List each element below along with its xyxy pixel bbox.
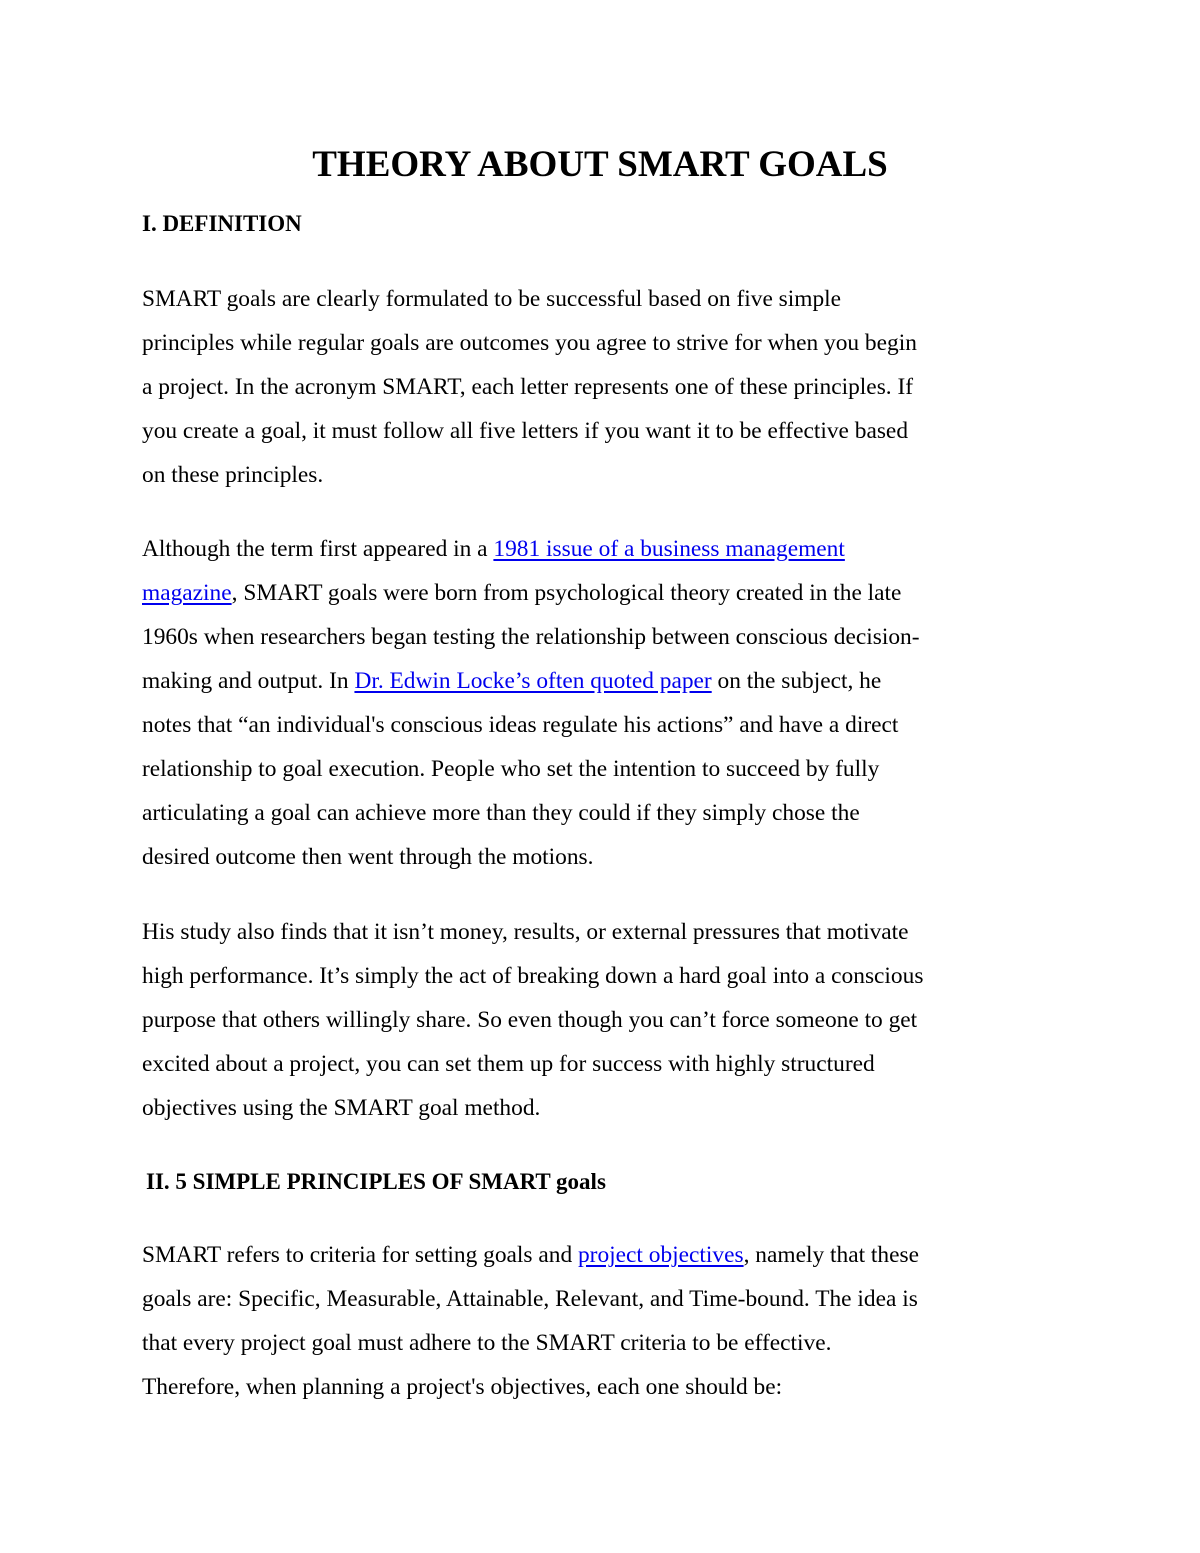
text-line: Therefore, when planning a project's objectives, each one should be: [142, 1374, 783, 1400]
text-line [142, 527, 1072, 571]
text-segment: , SMART goals were born from psychological theory created in the late [231, 580, 902, 606]
text-line: high performance. It’s simply the act of breaking down a hard goal into a conscious [142, 963, 924, 989]
link-business-magazine-continued[interactable]: magazine [142, 580, 232, 606]
section-heading-principles: II. 5 SIMPLE PRINCIPLES OF SMART goals [146, 1169, 606, 1194]
link-locke-paper[interactable]: Dr. Edwin Locke’s often quoted paper [354, 668, 712, 694]
text-line [142, 1233, 1072, 1277]
text-line: desired outcome then went through the motions. [142, 844, 594, 870]
text-line: purpose that others willingly share. So even though you can’t force someone to get [142, 1007, 918, 1033]
paragraph-origin [142, 527, 1072, 879]
text-line: you create a goal, it must follow all five letters if you want it to be effective based [142, 418, 909, 444]
text-segment: Although the term first appeared in a [142, 536, 494, 562]
text-line [142, 571, 1072, 615]
text-line: on these principles. [142, 462, 324, 488]
text-line: objectives using the SMART goal method. [142, 1095, 541, 1121]
text-line: goals are: Specific, Measurable, Attainable, Relevant, and Time-bound. The idea is [142, 1286, 918, 1312]
document-title: THEORY ABOUT SMART GOALS [312, 144, 888, 185]
link-project-objectives[interactable]: project objectives [577, 1242, 744, 1268]
text-line: articulating a goal can achieve more than they could if they simply chose the [142, 800, 860, 826]
text-line: relationship to goal execution. People who set the intention to succeed by fully [142, 756, 880, 782]
text-line: that every project goal must adhere to the SMART criteria to be effective. [142, 1330, 832, 1356]
text-line: excited about a project, you can set them up for success with highly structured [142, 1051, 875, 1077]
text-line: 1960s when researchers began testing the relationship between conscious decision- [142, 624, 920, 650]
paragraph-definition [142, 277, 1072, 497]
text-line [142, 659, 1072, 703]
text-segment: making and output. In [142, 668, 355, 694]
paragraph-study-findings [142, 910, 1072, 1130]
text-segment: , namely that these [743, 1242, 919, 1268]
section-heading-definition: I. DEFINITION [142, 211, 302, 236]
text-line: notes that “an individual's conscious ideas regulate his actions” and have a direct [142, 712, 899, 738]
link-business-magazine[interactable]: 1981 issue of a business management [493, 536, 845, 562]
text-line: His study also finds that it isn’t money, results, or external pressures that motivate [142, 919, 909, 945]
text-segment: on the subject, he [711, 668, 882, 694]
text-segment: SMART refers to criteria for setting goals and [142, 1242, 578, 1268]
paragraph-smart-criteria [142, 1233, 1072, 1409]
text-line: a project. In the acronym SMART, each letter represents one of these principles. If [142, 374, 914, 400]
text-line: principles while regular goals are outcomes you agree to strive for when you begin [142, 330, 917, 356]
text-line: SMART goals are clearly formulated to be successful based on five simple [142, 286, 842, 312]
